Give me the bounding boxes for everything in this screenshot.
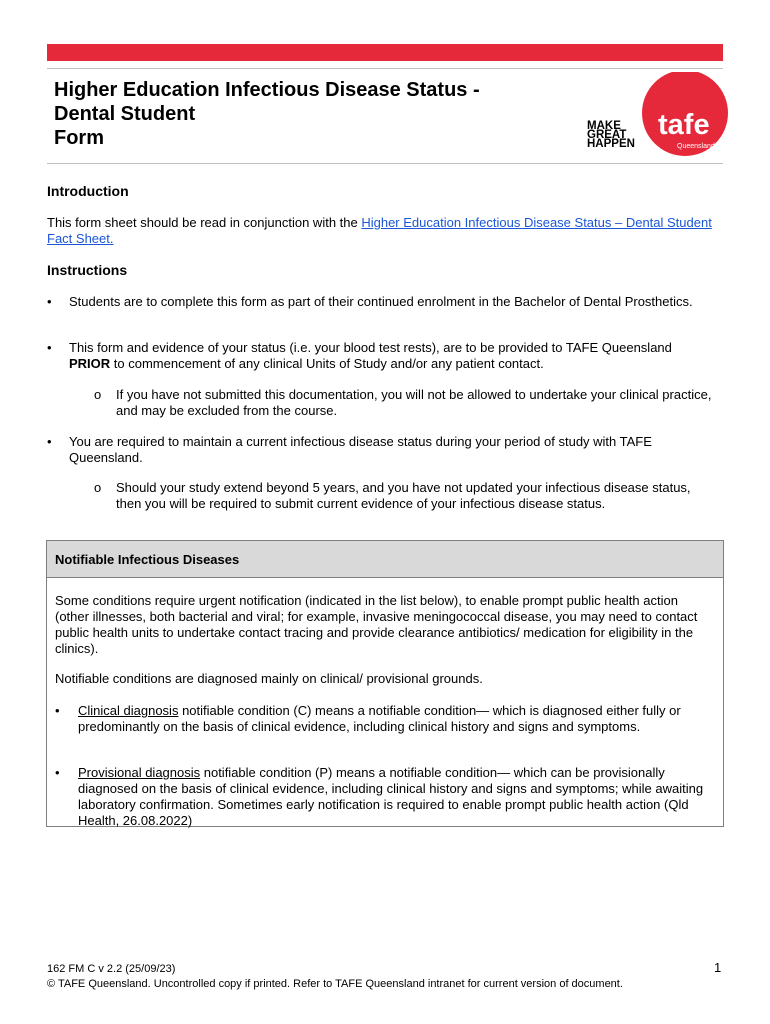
instruction-subtext-3: Should your study extend beyond 5 years, and you have not updated your infectious disease status, then you will be required to submit current evidence of your infectious disease status. [116, 480, 691, 511]
introduction-lead: This form sheet should be read in conjunction with the [47, 215, 362, 230]
logo-region: Queensland [677, 143, 715, 150]
clinical-diagnosis-text [78, 703, 708, 735]
provisional-diagnosis-definition: notifiable condition (P) means a notifiable condition— which can be provisionally diagnosed on the basis of clinical evidence, including clinical history and signs and symptoms; while awaiting laboratory confirmation. Sometimes early notification is required to enable prompt public health action (Qld Health, 26.08.2022) [78, 765, 704, 828]
notifiable-diseases-box [46, 540, 724, 827]
page-number: 1 [714, 960, 722, 975]
bullet-icon: • [47, 294, 52, 309]
instruction-text-3: You are required to maintain a current infectious disease status during your period of study with TAFE Queensland. [69, 434, 652, 465]
notifiable-diseases-heading: Notifiable Infectious Diseases [55, 552, 240, 567]
instructions-heading: Instructions [47, 262, 128, 278]
logo-brand: tafe [658, 109, 710, 141]
top-accent-bar [47, 44, 723, 61]
instruction-subtext-2: If you have not submitted this documentation, you will not be allowed to undertake your clinical practice, and may be excluded from the course. [116, 387, 712, 418]
bullet-icon: • [47, 434, 52, 449]
instruction-text-1: Students are to complete this form as part of their continued enrolment in the Bachelor of Dental Prosthetics. [69, 294, 693, 309]
hollow-bullet-icon: o [94, 480, 102, 495]
provisional-diagnosis-term: Provisional diagnosis [78, 765, 201, 780]
title-line-2: Dental Student [54, 103, 196, 125]
clinical-diagnosis-term: Clinical diagnosis [78, 703, 179, 718]
introduction-heading: Introduction [47, 183, 129, 199]
clinical-diagnosis-definition: notifiable condition (C) means a notifiable condition— which is diagnosed either fully or predominantly on the basis of clinical evidence, including clinical history and signs and symptoms. [78, 703, 681, 734]
footer [47, 962, 623, 992]
title-line-3: Form [54, 127, 104, 149]
page-title [54, 78, 480, 150]
fact-sheet-link[interactable]: Higher Education Infectious Disease Status – Dental Student Fact Sheet. [47, 215, 712, 246]
copyright-notice: © TAFE Queensland. Uncontrolled copy if printed. Refer to TAFE Queensland intranet for current version of document. [47, 978, 623, 990]
instruction-2-pre: This form and evidence of your status (i.e. your blood test rests), are to be provided to TAFE Queensland [69, 340, 672, 355]
logo-slogan-3: HAPPEN [587, 138, 635, 150]
logo-slogan-1: MAKE [587, 120, 621, 132]
notifiable-paragraph-1: Some conditions require urgent notification (indicated in the list below), to enable prompt public health action (other illnesses, both bacterial and viral; for example, invasive meningococcal disease, you may need to contact public health units to undertake contact tracing and provide clearance antibiotics/ medication for eligibility in the clinics). [55, 593, 698, 656]
instruction-2-post: to commencement of any clinical Units of Study and/or any patient contact. [110, 356, 544, 371]
document-version: 162 FM C v 2.2 (25/09/23) [47, 963, 176, 975]
tafe-queensland-logo [586, 72, 728, 158]
introduction-text [47, 215, 723, 247]
title-line-1: Higher Education Infectious Disease Status - [54, 79, 480, 101]
notifiable-paragraph-2: Notifiable conditions are diagnosed mainly on clinical/ provisional grounds. [55, 671, 483, 686]
instruction-2-emphasis: PRIOR [69, 356, 111, 371]
bullet-icon: • [47, 340, 52, 355]
bullet-icon: • [55, 703, 60, 718]
bullet-icon: • [55, 765, 60, 780]
instruction-text-2 [69, 340, 709, 372]
logo-slogan-2: GREAT [587, 129, 627, 141]
provisional-diagnosis-text [78, 765, 708, 829]
notifiable-diseases-header [47, 541, 723, 578]
hollow-bullet-icon: o [94, 387, 102, 402]
